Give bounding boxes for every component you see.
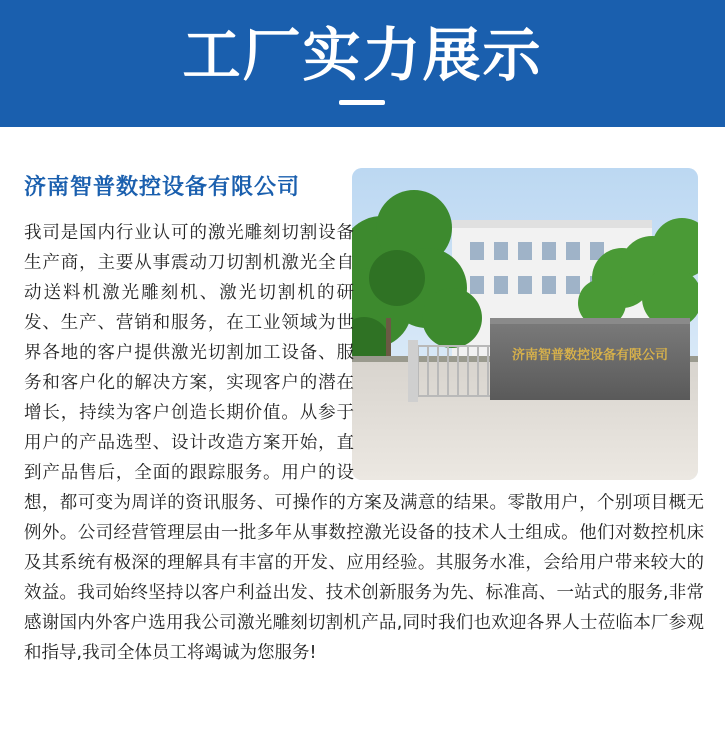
company-name: 济南智普数控设备有限公司 bbox=[24, 175, 301, 200]
sign-text: 济南智普数控设备有限公司 bbox=[511, 348, 669, 363]
title-underline bbox=[339, 100, 385, 105]
header-banner bbox=[0, 0, 725, 127]
description-text: 我司是国内行业认可的激光雕刻切割设备生产商，主要从事震动刀切割机激光全自动送料机激光雕刻机、激光切割机的研发、生产、营销和服务，在工业领域为世界各地的客户提供激光切割加工设备、服务和客户化的解决方案，实现客户的潜在增长，持续为客户创造长期价值。从参于用户的产品选型、设计改造方案开始，直到产品售后，全面的跟踪服务。用户的设想，都可变为周详的资讯服务、可操作的方案及满意的结果。零散用户，个别项目概无例外。公司经营管理层由一批多年从事数控激光设备的技术人士组成。他们对数控机床及其系统有极深的理解具有丰富的开发、应用经验。其服务水准，会给用户带来较大的效益。我司始终坚持以客户利益出发、技术创新服务为先、标准高、一站式的服务,非常感谢国内外客户选用我公司激光雕刻切割机产品,同时我们也欢迎各界人士莅临本厂参观和指导,我司全体员工将竭诚为您服务! bbox=[24, 223, 704, 663]
page-title: 工厂实力展示 bbox=[182, 21, 543, 89]
company-description bbox=[24, 218, 704, 668]
